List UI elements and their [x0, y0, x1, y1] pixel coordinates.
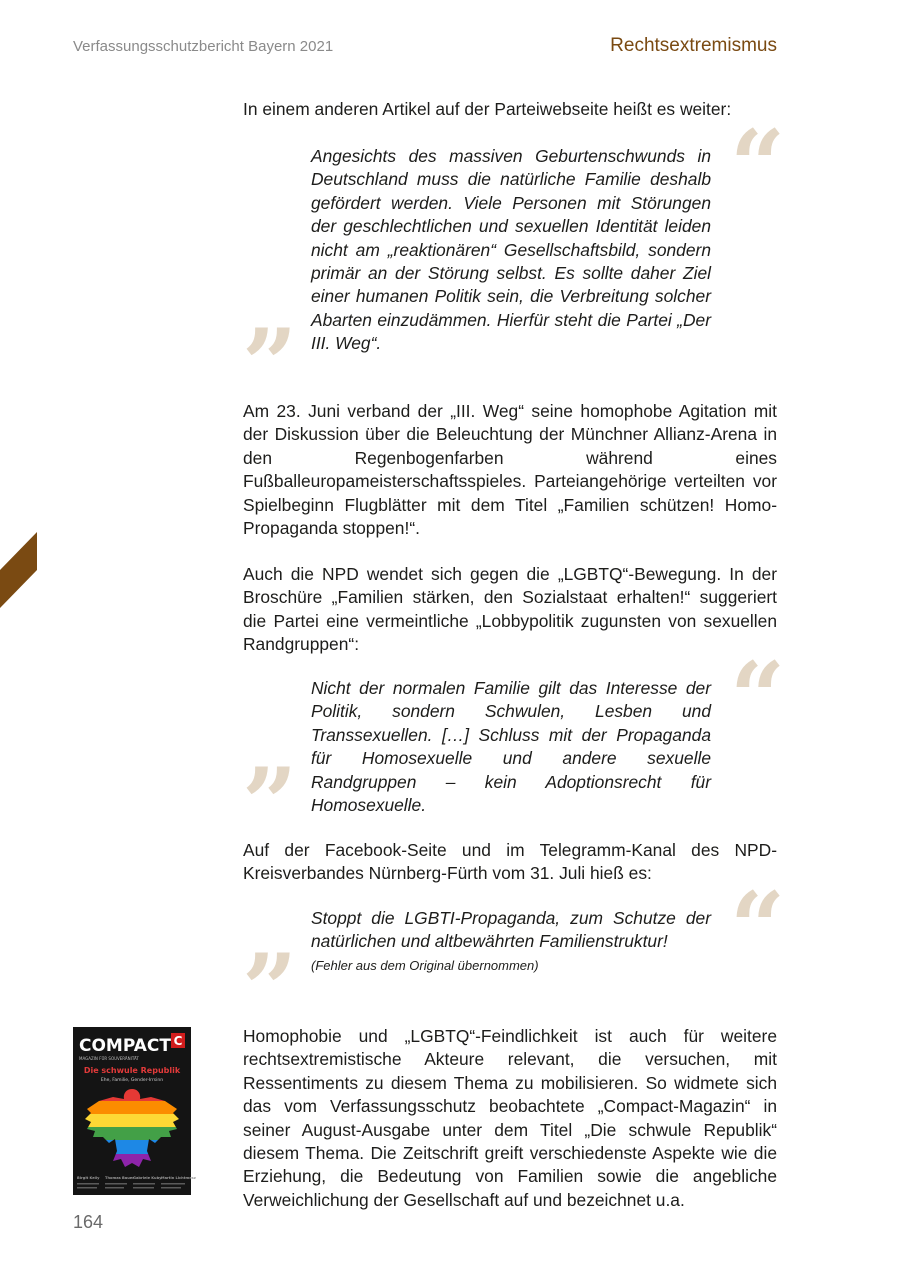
cover-headline: Die schwule Republik — [83, 1066, 181, 1075]
cover-brand: COMPACT — [79, 1036, 171, 1056]
intro-paragraph: In einem anderen Artikel auf der Parteiwebseite heißt es weiter: — [243, 99, 732, 119]
open-quote-icon: “ — [730, 641, 786, 754]
paragraph-juni: Am 23. Juni verband der „III. Weg“ seine homophobe Agitation mit der Diskussion über die Beleuchtung der Münchner Allianz-Arena in den Regenbogenfarben während eines Fußballeuropameisterschaftsspieles. Parteiangehörige verteilten vor Spielbeginn Flugblätter mit dem Titel „Familien schützen! Homo-Propaganda stoppen!“. — [243, 401, 777, 539]
paragraph-compact: Homophobie und „LGBTQ“-Feindlichkeit ist auch für weitere rechtsextremistische Akteure relevant, die versuchen, mit Ressentiments zu diesem Thema zu mobilisieren. So widmete sich das vom Verfassungsschutz beobachtete „Compact-Magazin“ in seiner August-Ausgabe unter dem Titel „Die schwule Republik“ diesem Thema. Die Zeitschrift greift verschiedenste Aspekte wie die Erziehung, die Bedeutung von Familien sowie die angebliche Verweichlichung der Gesellschaft auf und bezeichnet u.a. — [243, 1026, 777, 1210]
quote-block-3: Stoppt die LGBTI-Propaganda, zum Schutze der natürlichen und altbewährten Familienstruktur! — [311, 908, 711, 952]
open-quote-icon: “ — [730, 109, 786, 222]
cover-column-4: Martin Lichtmesz — [161, 1176, 196, 1180]
cover-column-2: Thomas Bauer — [105, 1176, 134, 1180]
quote-block-1: Angesichts des massiven Geburtenschwunds in Deutschland muss die natürliche Familie deshalb gefördert werden. Viele Personen mit Störungen der geschlechtlichen und sexuellen Identität leiden nicht am „reaktionären“ Gesellschaftsbild, sondern primär an der Störung selbst. Es sollte daher Ziel einer humanen Politik sein, die Verbreitung solcher Abarten einzudämmen. Hierfür steht die Partei „Der III. Weg“. — [311, 146, 711, 354]
close-quote-icon: ” — [242, 308, 298, 421]
page-number: 164 — [73, 1212, 104, 1232]
compact-magazine-cover — [73, 1027, 196, 1195]
close-quote-icon: ” — [242, 747, 298, 860]
paragraph-facebook: Auf der Facebook-Seite und im Telegramm-Kanal des NPD-Kreisverbandes Nürnberg-Fürth vom 31. Juli hieß es: — [243, 840, 777, 884]
chapter-side-tab — [0, 532, 37, 608]
paragraph-npd: Auch die NPD wendet sich gegen die „LGBTQ“-Bewegung. In der Broschüre „Familien stärken, den Sozialstaat erhalten!“ suggeriert die Partei eine vermeintliche „Lobbypolitik zugunsten von sexuellen Randgruppen“: — [243, 564, 777, 655]
quote-note: (Fehler aus dem Original übernommen) — [311, 958, 539, 973]
cover-column-3: Gabriele Kuby — [133, 1176, 162, 1180]
report-title: Verfassungsschutzbericht Bayern 2021 — [73, 38, 334, 55]
cover-brand-badge: C — [173, 1034, 183, 1048]
quote-block-2: Nicht der normalen Familie gilt das Interesse der Politik, sondern Schwulen, Lesben und Transsexuellen. […] Schluss mit der Propaganda für Homosexuelle und andere sexuelle Randgruppen – kein Adoptionsrecht für Homosexuelle. — [311, 678, 711, 816]
chapter-title: Rechtsextremismus — [610, 35, 777, 56]
cover-subheadline: Ehe, Familie, Gender-Irrsinn — [100, 1078, 164, 1083]
open-quote-icon: “ — [730, 871, 786, 984]
cover-subline: MAGAZIN FÜR SOUVERÄNITÄT — [79, 1056, 139, 1061]
close-quote-icon: ” — [242, 933, 298, 1046]
cover-column-1: Birgit Kelly — [77, 1176, 100, 1180]
